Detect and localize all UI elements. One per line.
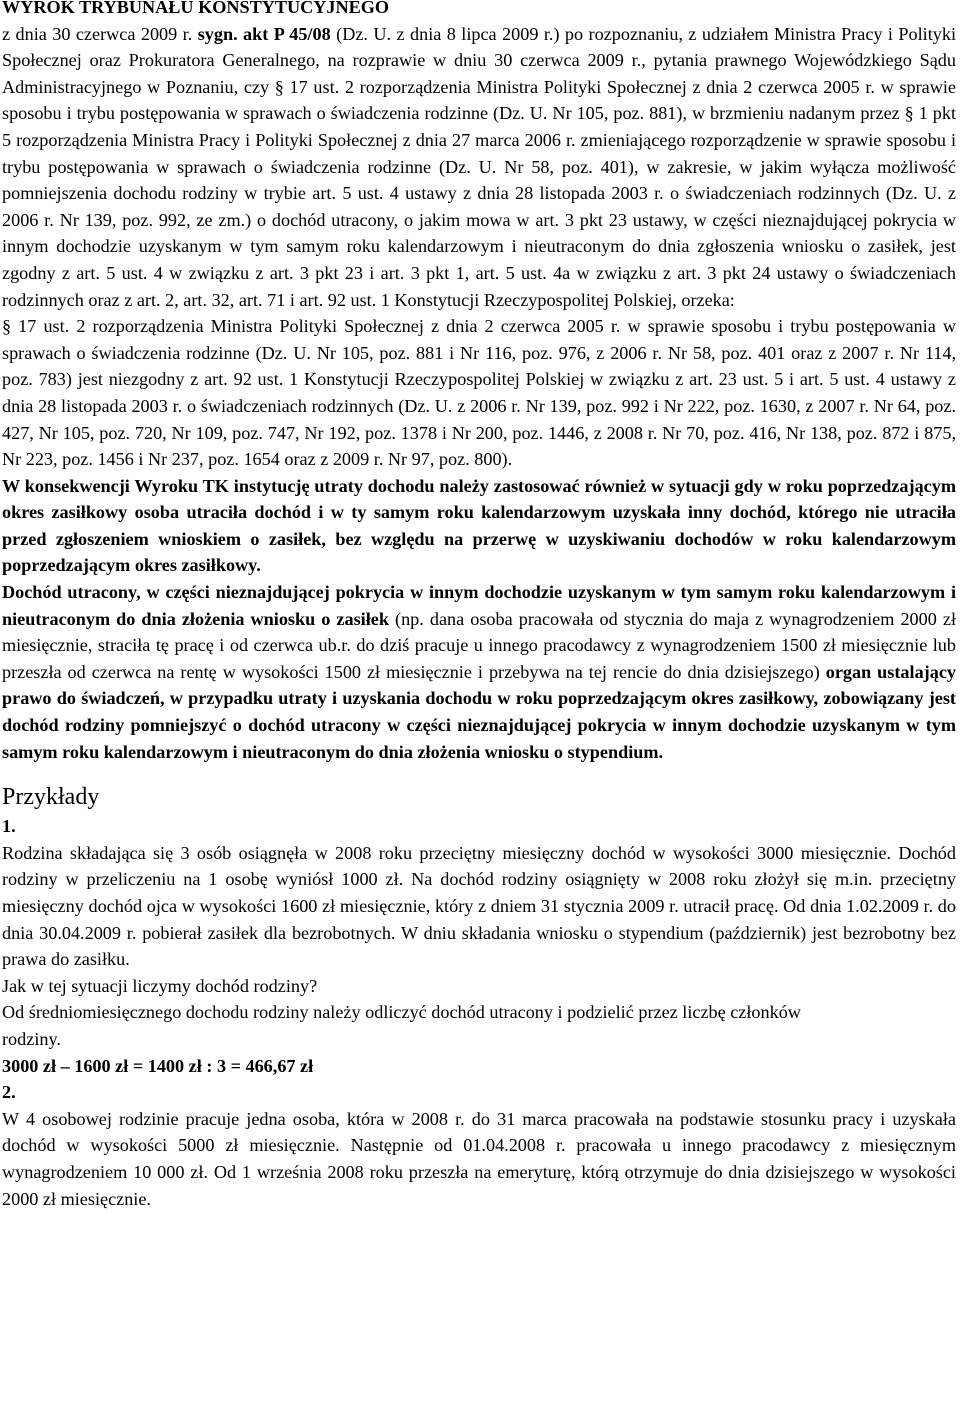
example-2-text: W 4 osobowej rodzinie pracuje jedna osoba, która w 2008 r. do 31 marca pracowała na podstawie stosunku pracy i uzyskała dochód w wysokości 5000 zł miesięcznie. Następnie od 01.04.2008 r. pracowała u innego pracodawcy z miesięcznym wynagrodzeniem 10 000 zł. Od 1 września 2008 roku przeszła na emeryturę, którą otrzymuje do dnia dzisiejszego w wysokości 2000 zł miesięcznie.	[2, 1108, 956, 1209]
judgment-date-text: z dnia 30 czerwca 2009 r.	[2, 23, 198, 44]
lost-income-example: (np. dana osoba pracowała od stycznia do maja z wynagrodzeniem 2000 zł miesięcznie, straciła tę pracę i od czerwca ub.r. do dziś pracuje u innego pracodawcy z wynagrodzeniem 1500 zł miesięcznie lub przeszła od czerwca na rentę w wysokości 1500 zł miesięcznie i przebywa na tej rencie do dnia dzisiejszego)	[2, 608, 956, 682]
example-1-question: Jak w tej sytuacji liczymy dochód rodziny?	[2, 975, 318, 996]
judgment-title: WYROK TRYBUNAŁU KONSTYTUCYJNEGO	[2, 0, 390, 17]
verdict-paragraph: § 17 ust. 2 rozporządzenia Ministra Polityki Społecznej z dnia 2 czerwca 2005 r. w sprawie sposobu i trybu postępowania w sprawach o świadczenia rodzinne (Dz. U. Nr 105, poz. 881 i Nr 116, poz. 976, z 2006 r. Nr 58, poz. 401 oraz z 2007 r. Nr 114, poz. 783) jest niezgodny z art. 92 ust. 1 Konstytucji Rzeczypospolitej Polskiej w związku z art. 23 ust. 5 i art. 5 ust. 4 ustawy z dnia 28 listopada 2003 r. o świadczeniach rodzinnych (Dz. U. z 2006 r. Nr 139, poz. 992 i Nr 222, poz. 1630, z 2007 r. Nr 64, poz. 427, Nr 105, poz. 720, Nr 109, poz. 747, Nr 192, poz. 1378 i Nr 200, poz. 1446, z 2008 r. Nr 70, poz. 416, Nr 138, poz. 872 i 875, Nr 223, poz. 1456 i Nr 237, poz. 1654 oraz z 2009 r. Nr 97, poz. 800).	[2, 316, 956, 470]
lost-income-rule: organ ustalający prawo do świadczeń, w przypadku utraty i uzyskania dochodu w roku poprzedzającym okres zasiłkowy, zobowiązany jest dochód rodziny pomniejszyć o dochód utracony w części nieznajdującej pokrycia w innym dochodzie uzyskanym w tym samym roku kalendarzowym i nieutraconym do dnia złożenia wniosku o stypendium.	[2, 661, 956, 762]
example-2-number: 2.	[2, 1082, 16, 1103]
consequence-paragraph: W konsekwencji Wyroku TK instytucję utraty dochodu należy zastosować również w sytuacji gdy w roku poprzedzającym okres zasiłkowy osoba utraciła dochód i w ty samym roku kalendarzowym uzyskała inny dochód, którego nie utraciła przed zgłoszeniem wnioskiem o zasiłek, bez względu na przerwę w uzyskiwaniu dochodów w roku kalendarzowym poprzedzającym okres zasiłkowy.	[2, 475, 956, 576]
document-page	[2, 0, 956, 1212]
example-1-number: 1.	[2, 816, 16, 837]
lost-income-paragraph	[2, 579, 956, 765]
judgment-intro-paragraph	[2, 21, 956, 314]
example-1-answer: Od średniomiesięcznego dochodu rodziny należy odliczyć dochód utracony i podzielić przez liczbę członków rodziny.	[2, 1002, 801, 1049]
example-1-formula: 3000 zł – 1600 zł = 1400 zł : 3 = 466,67 zł	[2, 1055, 314, 1076]
lost-income-definition: Dochód utracony, w części nieznajdującej pokrycia w innym dochodzie uzyskanym w tym samym roku kalendarzowym i nieutraconym do dnia złożenia wniosku o zasiłek	[2, 582, 956, 629]
example-1-text: Rodzina składająca się 3 osób osiągnęła w 2008 roku przeciętny miesięczny dochód w wysokości 3000 miesięcznie. Dochód rodziny w przeliczeniu na 1 osobę wyniósł 1000 zł. Na dochód rodziny osiągnięty w 2008 roku złożył się m.in. przeciętny miesięczny dochód ojca w wysokości 1600 zł miesięcznie, który z dniem 31 stycznia 2009 r. utracił pracę. Od dnia 1.02.2009 r. do dnia 30.04.2009 r. pobierał zasiłek dla bezrobotnych. W dniu składania wniosku o stypendium (październik) jest bezrobotny bez prawa do zasiłku.	[2, 842, 956, 970]
case-signature: sygn. akt P 45/08	[197, 23, 331, 44]
examples-heading: Przykłady	[2, 784, 100, 811]
judgment-intro-text: (Dz. U. z dnia 8 lipca 2009 r.) po rozpoznaniu, z udziałem Ministra Pracy i Polityki Społecznej oraz Prokuratora Generalnego, na rozprawie w dniu 30 czerwca 2009 r., pytania prawnego Wojewódzkiego Sądu Administracyjnego w Poznaniu, czy § 17 ust. 2 rozporządzenia Ministra Polityki Społecznej z dnia 2 czerwca 2005 r. w sprawie sposobu i trybu postępowania w sprawach o świadczenia rodzinne (Dz. U. Nr 105, poz. 881), w brzmieniu nadanym przez § 1 pkt 5 rozporządzenia Ministra Pracy i Polityki Społecznej z dnia 27 marca 2006 r. zmieniającego rozporządzenie w sprawie sposobu i trybu postępowania w sprawach o świadczenia rodzinne (Dz. U. Nr 58, poz. 401), w zakresie, w jakim wyłącza możliwość pomniejszenia dochodu rodziny w trybie art. 5 ust. 4 ustawy z dnia 28 listopada 2003 r. o świadczeniach rodzinnych (Dz. U. z 2006 r. Nr 139, poz. 992, ze zm.) o dochód utracony, o jakim mowa w art. 3 pkt 23 ustawy, w części nieznajdującej pokrycia w innym dochodzie uzyskanym w tym samym roku kalendarzowym i nieutraconym do dnia zgłoszenia wniosku o zasiłek, jest zgodny z art. 5 ust. 4 w związku z art. 3 pkt 23 i art. 3 pkt 1, art. 5 ust. 4a w związku z art. 3 pkt 24 ustawy o świadczeniach rodzinnych oraz z art. 2, art. 32, art. 71 i art. 92 ust. 1 Konstytucji Rzeczypospolitej Polskiej, orzeka:	[2, 23, 957, 310]
